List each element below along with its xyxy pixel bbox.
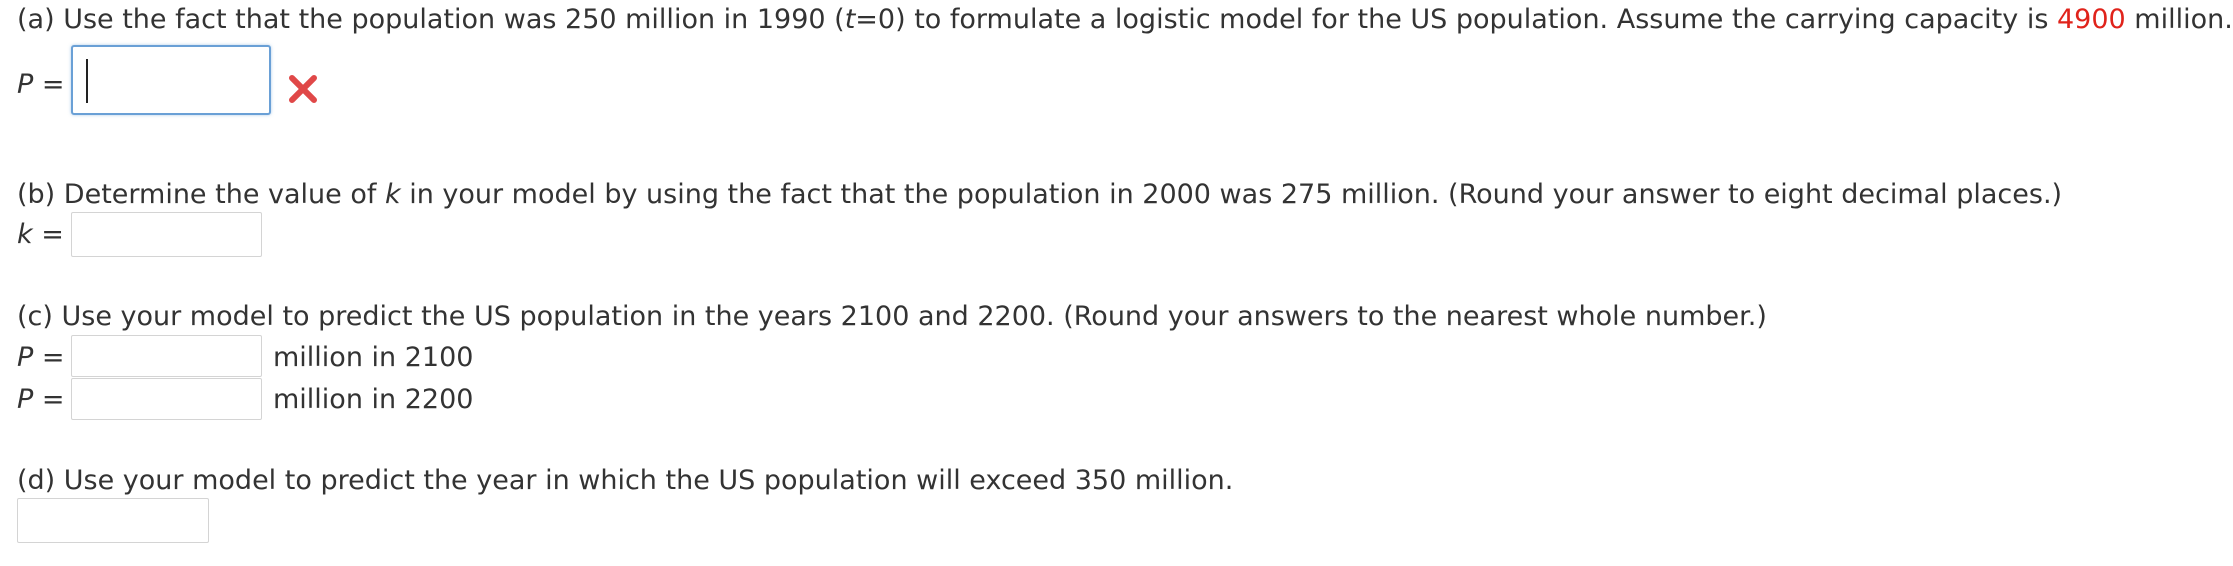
- carrying-capacity-value: 4900: [2056, 4, 2126, 35]
- answer-c1-label: P =: [17, 342, 65, 373]
- answer-a-input[interactable]: [71, 45, 271, 115]
- answer-c2-label: P =: [17, 384, 65, 415]
- answer-b-input[interactable]: [71, 212, 262, 257]
- answer-c2-input[interactable]: [71, 378, 262, 420]
- variable-t: t: [844, 4, 856, 35]
- question-d-text: (d) Use your model to predict the year in which the US population will exceed 350 million.: [17, 465, 1234, 496]
- answer-a-label: P =: [17, 69, 65, 100]
- question-b-text: (b) Determine the value of k in your model by using the fact that the population in 2000 was 275 million. (Round your answer to eight decimal places.): [17, 179, 2063, 210]
- question-c-text: (c) Use your model to predict the US population in the years 2100 and 2200. (Round your answers to the nearest whole number.): [17, 301, 1767, 332]
- answer-c2-suffix: million in 2200: [273, 384, 474, 415]
- variable-k: k: [384, 179, 401, 210]
- answer-b-label: k =: [17, 219, 64, 250]
- text-caret: [86, 59, 88, 103]
- answer-d-input[interactable]: [17, 498, 209, 543]
- answer-c1-input[interactable]: [71, 335, 262, 377]
- question-a-text: (a) Use the fact that the population was 250 million in 1990 (t=0) to formulate a logistic model for the US population. Assume the carrying capacity is 4900 million.: [17, 4, 2233, 35]
- incorrect-x-icon: [287, 73, 319, 105]
- answer-c1-suffix: million in 2100: [273, 342, 474, 373]
